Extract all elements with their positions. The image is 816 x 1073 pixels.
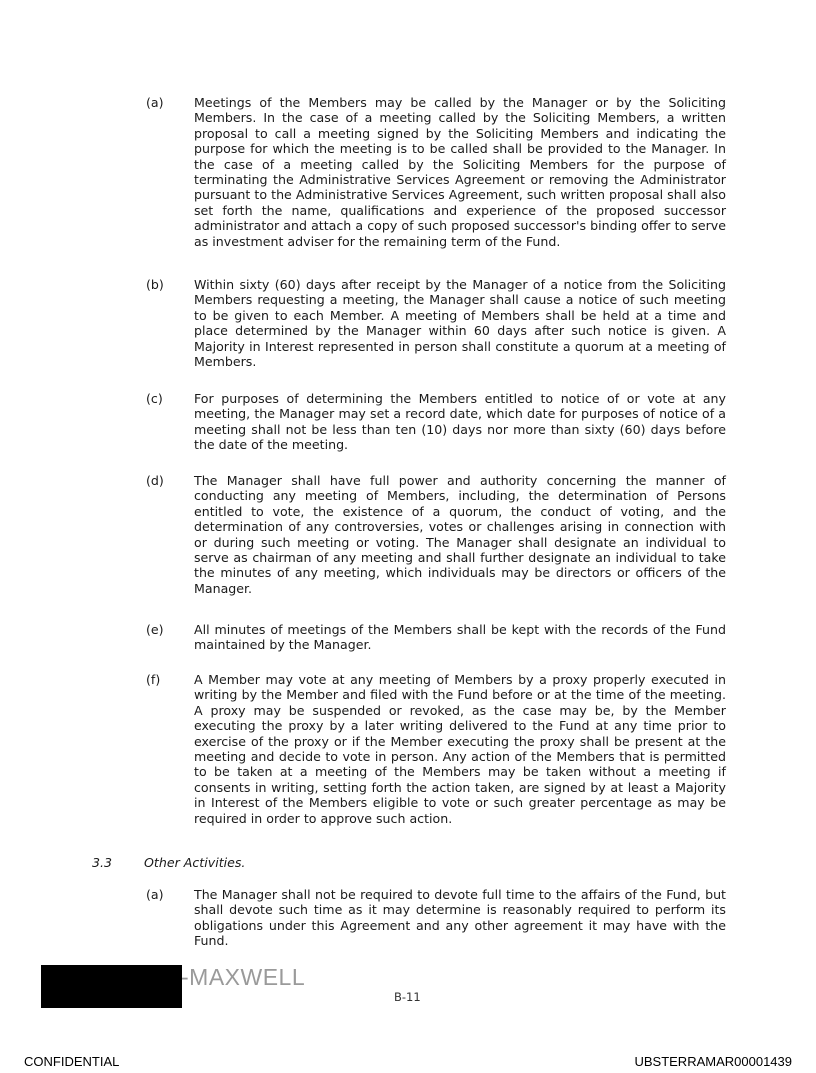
paragraph-b <box>146 277 726 369</box>
paragraph-f <box>146 672 726 826</box>
paragraph-text: The Manager shall not be required to devote full time to the affairs of the Fund, but shall devote such time as it may determine is reasonably required to perform its obligations under this Agreement and any other agreement it may have with the Fund. <box>194 887 726 949</box>
paragraph-label: (e) <box>146 622 164 637</box>
paragraph-text: All minutes of meetings of the Members shall be kept with the records of the Fund maintained by the Manager. <box>194 622 726 653</box>
paragraph-label: (a) <box>146 95 164 110</box>
paragraph-text: A Member may vote at any meeting of Members by a proxy properly executed in writing by the Member and filed with the Fund before or at the time of the meeting. A proxy may be suspended or revoked, as the case may be, by the Member executing the proxy by a later writing delivered to the Fund at any time prior to exercise of the proxy or if the Member executing the proxy shall be present at the meeting and decide to vote in person. Any action of the Members that is permitted to be taken at a meeting of the Members may be taken without a meeting if consents in writing, setting forth the action taken, are signed by at least a Majority in Interest of the Members eligible to vote or such greater percentage as may be required in order to approve such action. <box>194 672 726 826</box>
section-number: 3.3 <box>92 855 113 870</box>
watermark-text: -MAXWELL <box>181 964 306 990</box>
section-title: Other Activities. <box>144 855 246 870</box>
redaction-box <box>41 965 182 1008</box>
paragraph-label: (f) <box>146 672 161 687</box>
paragraph-text: The Manager shall have full power and authority concerning the manner of conducting any meeting of Members, including, the determination of Persons entitled to vote, the existence of a quorum, the conduct of voting, and the determination of any controversies, votes or challenges arising in connection with or during such meeting or voting. The Manager shall designate an individual to serve as chairman of any meeting and shall further designate an individual to take the minutes of any meeting, which individuals may be directors or officers of the Manager. <box>194 473 726 596</box>
paragraph-label: (c) <box>146 391 163 406</box>
section-paragraph-a <box>146 887 726 949</box>
paragraph-text: For purposes of determining the Members entitled to notice of or vote at any meeting, the Manager may set a record date, which date for purposes of notice of a meeting shall not be less than ten (10) days nor more than sixty (60) days before the date of the meeting. <box>194 391 726 453</box>
paragraph-a <box>146 95 726 249</box>
paragraph-text: Meetings of the Members may be called by the Manager or by the Soliciting Members. In the case of a meeting called by the Soliciting Members, a written proposal to call a meeting signed by the Soliciting Members and indicating the purpose for which the meeting is to be called shall be provided to the Manager. In the case of a meeting called by the Soliciting Members for the purpose of terminating the Administrative Services Agreement or removing the Administrator pursuant to the Administrative Services Agreement, such written proposal shall also set forth the name, qualifications and experience of the proposed successor administrator and attach a copy of such proposed successor's binding offer to serve as investment adviser for the remaining term of the Fund. <box>194 95 726 249</box>
paragraph-label: (d) <box>146 473 164 488</box>
paragraph-label: (b) <box>146 277 164 292</box>
paragraph-label: (a) <box>146 887 164 902</box>
paragraph-text: Within sixty (60) days after receipt by the Manager of a notice from the Soliciting Members requesting a meeting, the Manager shall cause a notice of such meeting to be given to each Member. A meeting of Members shall be held at a time and place determined by the Manager within 60 days after such notice is given. A Majority in Interest represented in person shall constitute a quorum at a meeting of Members. <box>194 277 726 370</box>
bates-number: UBSTERRAMAR00001439 <box>634 1054 792 1069</box>
page-number: B-11 <box>394 990 421 1004</box>
paragraph-e <box>146 622 726 653</box>
paragraph-d <box>146 473 726 596</box>
confidential-label: CONFIDENTIAL <box>24 1054 120 1069</box>
paragraph-c <box>146 391 726 453</box>
